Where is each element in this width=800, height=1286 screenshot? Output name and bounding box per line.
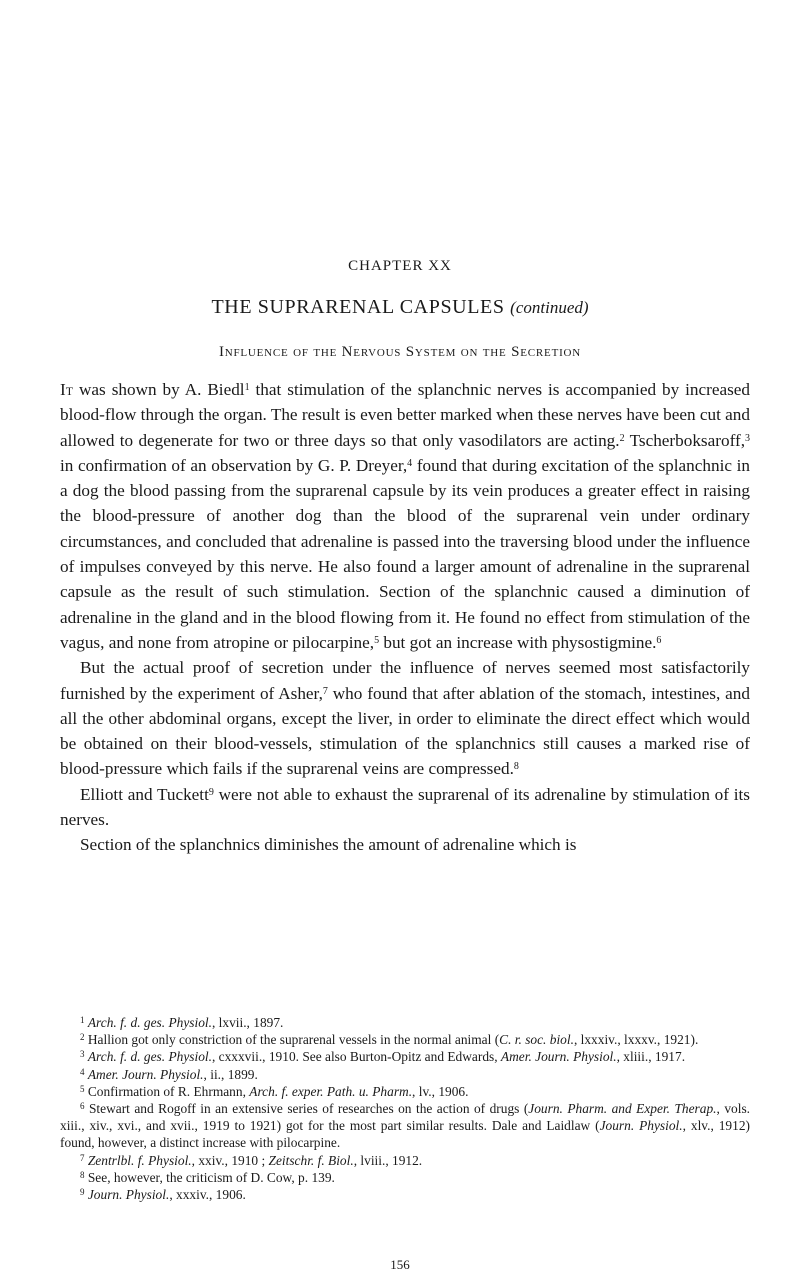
footnote-number: 6: [80, 1101, 85, 1112]
text-run: , ii., 1899.: [203, 1066, 258, 1082]
citation-title: Zeitschr. f. Biol.: [268, 1152, 354, 1168]
text-run: , xxxiv., 1906.: [169, 1187, 246, 1203]
footnote-number: 7: [80, 1152, 85, 1163]
citation-title: Arch. f. d. ges. Physiol.: [87, 1049, 212, 1065]
title-main: THE SUPRARENAL CAPSULES: [211, 296, 511, 318]
footnote-ref: 4: [407, 457, 413, 469]
footnote-number: 8: [80, 1169, 85, 1180]
text-run: , lxvii., 1897.: [211, 1015, 284, 1030]
footnote: [60, 1014, 750, 1031]
paragraph: [60, 377, 750, 655]
footnote: [60, 1100, 750, 1152]
body-text: [60, 377, 750, 858]
footnote-number: 1: [80, 1015, 85, 1025]
citation-title: Amer. Journ. Physiol.: [500, 1049, 617, 1065]
citation-title: Zentrlbl. f. Physiol.: [87, 1152, 192, 1168]
text-run: that stimulation of the splanchnic nerves is accompanied by increased blood-flow through the organ. The result is even better marked when these nerves have been cut and allowed to degenerate for two or three days so that only vasodilators are acting.: [60, 380, 751, 450]
text-run: Stewart and Rogoff in an extensive series of researches on the action of drugs (: [88, 1101, 529, 1117]
text-run: , lv., 1906.: [412, 1083, 469, 1099]
footnote-number: 9: [80, 1187, 85, 1198]
citation-title: Journ. Pharm. and Exper. Therap.: [528, 1101, 717, 1117]
footnote: [60, 1152, 750, 1169]
title-continued: (continued): [510, 298, 589, 317]
footnote-number: 5: [80, 1083, 85, 1094]
text-run: , xliii., 1917.: [616, 1049, 686, 1065]
footnote: [60, 1186, 750, 1203]
text-run: Section of the splanchnics diminishes the amount of adrenaline which is: [80, 835, 577, 855]
footnote: [60, 1083, 750, 1100]
paragraph: [60, 782, 750, 833]
page-number: 156: [390, 1257, 410, 1272]
footnote: [60, 1066, 750, 1083]
text-run: was shown by A. Biedl: [73, 380, 245, 399]
text-run: , lviii., 1912.: [353, 1152, 423, 1168]
citation-title: C. r. soc. biol.: [499, 1032, 574, 1048]
footnote-ref: 3: [745, 432, 751, 444]
text-run: were not able to exhaust the suprarenal of its adrenaline by stimulation of its nerves.: [60, 784, 750, 830]
footnote: [60, 1031, 750, 1048]
footnote-ref: 9: [208, 786, 214, 798]
citation-title: Arch. f. d. ges. Physiol.: [87, 1015, 212, 1030]
footnote-number: 2: [80, 1032, 85, 1043]
text-run: , xlv., 1912) found, however, a distinct increase with pilocarpine.: [60, 1118, 750, 1151]
footnote-ref: 8: [513, 761, 519, 773]
paragraph: [60, 832, 750, 857]
citation-title: Journ. Physiol.: [87, 1187, 170, 1203]
text-run: Hallion got only constriction of the suprarenal vessels in the normal animal (: [87, 1032, 500, 1048]
footnote-ref: 2: [619, 432, 625, 444]
footnote-ref: 5: [374, 634, 380, 646]
paragraph: [60, 655, 750, 781]
section-subtitle: Influence of the Nervous System on the Secretion: [218, 344, 582, 360]
footnote-ref: 6: [656, 634, 662, 646]
chapter-heading: CHAPTER XX: [348, 258, 452, 274]
footnote: [60, 1048, 750, 1065]
footnotes: [60, 1014, 750, 1203]
citation-title: Journ. Physiol.: [599, 1118, 683, 1134]
lead-word: It: [60, 380, 74, 399]
footnote: [60, 1169, 750, 1186]
text-run: , xxiv., 1910 ;: [191, 1152, 269, 1168]
footnote-ref: 7: [322, 685, 328, 697]
text-run: Elliott and Tuckett: [80, 784, 209, 804]
footnote-number: 4: [80, 1066, 85, 1077]
text-run: in confirmation of an observation by G. P. Dreyer,: [60, 455, 408, 475]
footnote-number: 3: [80, 1049, 85, 1060]
text-run: but got an increase with physostigmine.: [379, 632, 657, 652]
citation-title: Arch. f. exper. Path. u. Pharm.: [249, 1083, 413, 1099]
citation-title: Amer. Journ. Physiol.: [87, 1066, 204, 1082]
text-run: , cxxxvii., 1910. See also Burton-Opitz and Edwards,: [211, 1049, 501, 1065]
text-run: See, however, the criticism of D. Cow, p. 139.: [87, 1169, 335, 1185]
text-run: But the actual proof of secretion under the influence of nerves seemed most satisfactorily furnished by the experiment of Asher,: [60, 658, 750, 703]
text-run: who found that after ablation of the stomach, intestines, and all the other abdominal organs, except the liver, in order to eliminate the direct effect which would be obtained on their blood-vessels, stimulation of the splanchnics still causes a marked rise of blood-pressure which fails if the suprarenal veins are compressed.: [60, 683, 750, 779]
footnote-ref: 1: [244, 382, 250, 393]
page-title: [0, 296, 800, 319]
text-run: found that during excitation of the splanchnic in a dog the blood passing from the suprarenal capsule by its vein produces a greater effect in raising the blood-pressure of another dog than the blood of the suprarenal vein under ordinary circumstances, and concluded that adrenaline is passed into the traversing blood under the influence of impulses conveyed by this nerve. He also found a larger amount of adrenaline in the suprarenal capsule as the result of such stimulation. Section of the splanchnic caused a diminution of adrenaline in the gland and in the blood flowing from it. He found no effect from stimulation of the vagus, and none from atropine or pilocarpine,: [60, 455, 750, 652]
text-run: Tscherboksaroff,: [624, 430, 746, 450]
text-run: Confirmation of R. Ehrmann,: [87, 1083, 250, 1099]
text-run: , lxxxiv., lxxxv., 1921).: [573, 1032, 699, 1048]
text-run: , vols. xiii., xiv., xvi., and xvii., 1919 to 1921) got for the most part similar results. Dale and Laidlaw (: [60, 1101, 750, 1134]
